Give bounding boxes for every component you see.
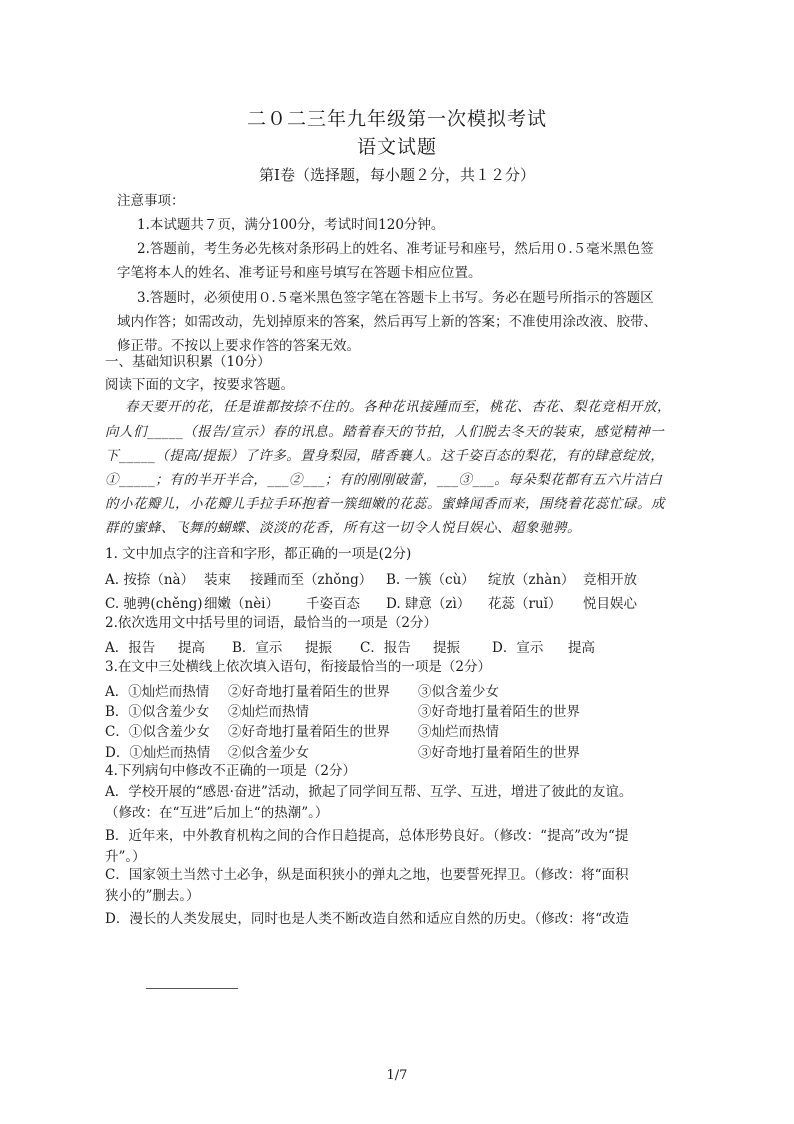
option-text: D．①灿烂而热情 [105, 745, 211, 761]
question-3-stem: 3.在文中三处横线上依次填入语句，衔接最恰当的一项是（2分） [105, 659, 491, 675]
question-4-option-d: D．漫长的人类发展史，同时也是人类不断改造自然和适应自然的历史。（修改：将“改造 [105, 911, 629, 927]
option-text: B．宣示 [232, 640, 283, 656]
option-text: 接踵而至（zhǒng） [250, 572, 373, 588]
passage-line: ①_____；有的半开半合，___②___；有的刚刚破蕾，___③___。每朵梨花都有五六片洁白 [105, 472, 663, 488]
notice-item-2: 2.答题前，考生务必先核对条形码上的姓名、准考证号和座号，然后用０.５毫米黑色签 [137, 241, 654, 257]
exam-subtitle: 语文试题 [356, 136, 437, 158]
option-text: ③灿烂而热情 [418, 724, 499, 740]
question-4-option-a-fix: （修改：在“互进”后加上“的热潮”。） [105, 805, 329, 821]
option-text: ③好奇地打量着陌生的世界 [418, 745, 580, 761]
option-text: B．①似含羞少女 [105, 704, 210, 720]
option-text: D. 肆意（zì） [386, 596, 471, 612]
option-text: C．①似含羞少女 [105, 724, 210, 740]
notice-item-2-cont: 字笔将本人的姓名、准考证号和座号填写在答题卡相应位置。 [117, 265, 482, 281]
question-4-option-c-fix: 狭小的”删去。） [105, 888, 200, 904]
question-4-option-a: A．学校开展的“感恩·奋进”活动，掀起了同学间互帮、互学、互进，增进了彼此的友谊。 [105, 784, 633, 800]
option-text: A．报告 [105, 640, 156, 656]
notice-item-3: 3.答题时，必须使用０.５毫米黑色签字笔在答题卡上书写。务必在题号所指示的答题区 [137, 290, 654, 306]
option-text: C. 驰骋(chěng) [105, 596, 203, 612]
passage-line: 下_____（提高/提振）了许多。置身梨园，睹香襄人。这千姿百态的梨花，有的肆意绽放， [105, 448, 665, 464]
exam-title: 二０二三年九年级第一次模拟考试 [246, 108, 547, 130]
question-4-option-c: C．国家领土当然寸土必争，纵是面积狭小的弹丸之地，也要誓死捍卫。（修改：将“面积 [105, 867, 629, 883]
option-text: ③好奇地打量着陌生的世界 [418, 704, 580, 720]
option-text: A．①灿烂而热情 [105, 684, 210, 700]
option-text: 提高 [568, 640, 595, 656]
option-text: C．报告 [360, 640, 411, 656]
option-text: ②灿烂而热情 [228, 704, 309, 720]
section-heading: 第Ⅰ卷（选择题，每小题２分，共１２分） [259, 166, 535, 184]
option-text: 提振 [433, 640, 460, 656]
option-text: D．宣示 [492, 640, 544, 656]
footnote-divider [146, 988, 238, 989]
passage-line: 向人们_____（报告/宣示）春的讯息。踏着春天的节拍，人们脱去冬天的装束，感觉精神一 [105, 424, 665, 440]
page-number: 1/7 [386, 1068, 408, 1083]
passage-line: 春天要开的花，任是谁都按捺不住的。各种花讯接踵而至，桃花、杏花、梨花竞相开放， [125, 399, 671, 415]
option-text: 花蕊（ruǐ） [488, 596, 562, 612]
option-text: 竞相开放 [583, 572, 637, 588]
part1-instruction: 阅读下面的文字，按要求答题。 [105, 377, 294, 393]
option-text: ②好奇地打量着陌生的世界 [228, 684, 390, 700]
notice-heading: 注意事项： [117, 193, 185, 209]
question-4-option-b: B．近年来，中外教育机构之间的合作日趋提高，总体形势良好。（修改：“提高”改为“提 [105, 828, 629, 844]
option-text: ②好奇地打量着陌生的世界 [228, 724, 390, 740]
option-text: 千姿百态 [306, 596, 360, 612]
passage-line: 群的蜜蜂、飞舞的蝴蝶、淡淡的花香，所有这一切令人悦目娱心、超象驰骋。 [105, 520, 581, 536]
option-text: 悦目娱心 [583, 596, 637, 612]
option-text: B. 一簇（cù） [386, 572, 475, 588]
option-text: 提高 [178, 640, 205, 656]
option-text: A. 按捺（nà） [105, 572, 195, 588]
question-4-stem: 4.下列病句中修改不正确的一项是（2分） [105, 763, 356, 779]
notice-item-1: 1.本试题共７页，满分100分，考试时间120分钟。 [137, 217, 445, 233]
option-text: 绽放（zhàn） [488, 572, 575, 588]
notice-item-3-end: 修正带。不按以上要求作答的答案无效。 [117, 338, 360, 354]
question-4-option-b-fix: 升”。） [105, 849, 146, 865]
question-1-stem: 1. 文中加点字的注音和字形，都正确的一项是(2分) [105, 546, 412, 562]
option-text: 提振 [305, 640, 332, 656]
option-text: 装束 [204, 572, 231, 588]
option-text: ②似含羞少女 [228, 745, 309, 761]
option-text: 细嫩（nèi） [204, 596, 280, 612]
notice-item-3-cont: 域内作答；如需改动，先划掉原来的答案，然后再写上新的答案；不准使用涂改液、胶带、 [117, 314, 657, 330]
part1-heading: 一、基础知识积累（10分） [105, 354, 271, 370]
question-2-stem: 2.依次选用文中括号里的词语，最恰当的一项是（2分） [105, 615, 437, 631]
option-text: ③似含羞少女 [418, 684, 499, 700]
passage-line: 的小花瓣儿，小花瓣儿手拉手环抱着一簇细嫩的花蕊。蜜蜂闻香而来，围绕着花蕊忙碌。成 [105, 496, 665, 512]
